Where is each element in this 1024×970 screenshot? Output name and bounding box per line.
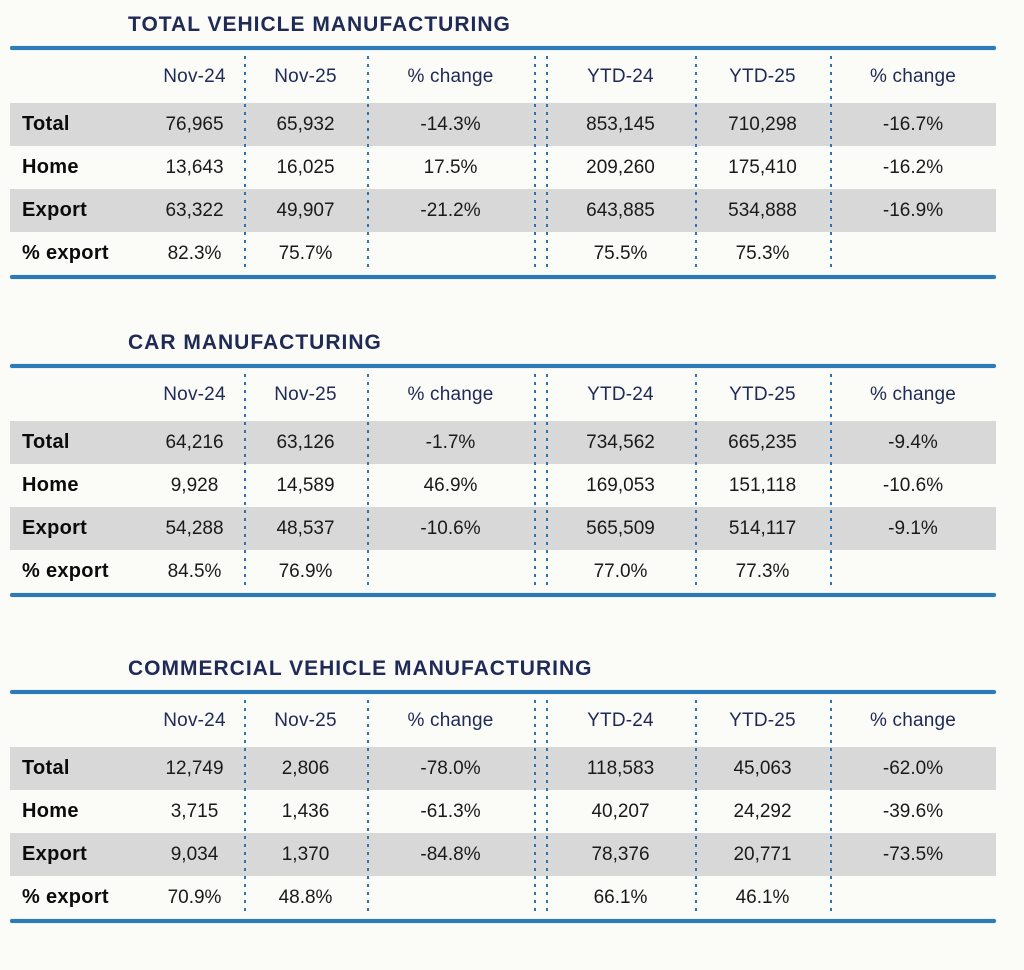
row-label: Export	[22, 199, 88, 221]
row-label: Home	[22, 800, 79, 822]
data-cell: 64,216	[165, 431, 224, 453]
column-header-ytd24: YTD-24	[587, 709, 654, 731]
data-cell: 48.8%	[278, 886, 333, 908]
row-label: % export	[22, 242, 109, 264]
column-header-ytd25: YTD-25	[729, 709, 796, 731]
column-divider	[367, 374, 369, 586]
data-cell: 24,292	[733, 800, 792, 822]
data-cell: 2,806	[281, 757, 330, 779]
column-divider	[830, 700, 832, 912]
column-divider	[546, 374, 548, 586]
table-row-home	[10, 464, 996, 507]
column-divider	[830, 374, 832, 586]
data-cell: 77.0%	[593, 560, 648, 582]
row-label: Export	[22, 517, 88, 539]
data-cell: 46.9%	[423, 474, 478, 496]
column-divider	[244, 700, 246, 912]
data-cell: 48,537	[276, 517, 335, 539]
column-header-ytd24: YTD-24	[587, 383, 654, 405]
column-divider	[830, 56, 832, 268]
column-header-nov25: Nov-25	[274, 709, 337, 731]
header-row	[10, 50, 996, 103]
data-cell: -78.0%	[420, 757, 481, 779]
data-cell: -21.2%	[420, 199, 481, 221]
data-cell: 209,260	[586, 156, 655, 178]
column-divider	[695, 56, 697, 268]
data-cell: 853,145	[586, 113, 655, 135]
column-header-pct-change-month: % change	[407, 383, 494, 405]
column-header-pct-change-ytd: % change	[869, 709, 957, 731]
column-header-nov25: Nov-25	[274, 65, 337, 87]
table-row-home	[10, 790, 996, 833]
row-label: Total	[22, 113, 70, 135]
row-label: Total	[22, 431, 70, 453]
column-divider	[546, 700, 548, 912]
data-cell: 534,888	[728, 199, 797, 221]
data-cell: 63,322	[165, 199, 224, 221]
data-cell: 118,583	[586, 757, 655, 779]
column-header-nov24: Nov-24	[163, 709, 226, 731]
data-cell: 14,589	[276, 474, 335, 496]
data-cell: 169,053	[586, 474, 655, 496]
data-cell: -16.9%	[882, 199, 944, 221]
data-cell: -10.6%	[420, 517, 481, 539]
column-header-pct-change-month: % change	[407, 709, 494, 731]
column-divider	[695, 700, 697, 912]
column-divider	[534, 56, 536, 268]
table-title: TOTAL VEHICLE MANUFACTURING	[128, 13, 511, 36]
table-row-export	[10, 189, 996, 232]
data-cell: 9,928	[170, 474, 219, 496]
data-cell: 75.7%	[278, 242, 333, 264]
data-cell: -39.6%	[882, 800, 944, 822]
data-cell: -16.2%	[882, 156, 944, 178]
column-divider	[367, 56, 369, 268]
table-grid	[10, 368, 996, 593]
table-row-total	[10, 421, 996, 464]
table-row-pct-export	[10, 876, 996, 919]
data-cell: -16.7%	[882, 113, 944, 135]
data-cell: 76.9%	[278, 560, 333, 582]
column-header-nov24: Nov-24	[163, 383, 226, 405]
column-header-pct-change-ytd: % change	[869, 65, 957, 87]
column-header-nov25: Nov-25	[274, 383, 337, 405]
table-row-export	[10, 507, 996, 550]
data-cell: -9.1%	[888, 517, 938, 539]
column-divider	[546, 56, 548, 268]
table-row-export	[10, 833, 996, 876]
data-cell: 565,509	[586, 517, 655, 539]
column-header-ytd24: YTD-24	[587, 65, 654, 87]
data-cell: 70.9%	[167, 886, 222, 908]
table-grid	[10, 50, 996, 275]
data-cell: 82.3%	[167, 242, 222, 264]
table-grid	[10, 694, 996, 919]
table-total-vehicle-manufacturing	[10, 12, 996, 279]
data-cell: 643,885	[586, 199, 655, 221]
data-cell: -10.6%	[882, 474, 944, 496]
data-cell: 45,063	[733, 757, 792, 779]
data-cell: 9,034	[170, 843, 219, 865]
data-cell: 46.1%	[735, 886, 790, 908]
data-cell: 66.1%	[593, 886, 648, 908]
row-label: Home	[22, 474, 79, 496]
data-cell: 13,643	[165, 156, 224, 178]
data-cell: 49,907	[276, 199, 335, 221]
bottom-rule	[10, 593, 996, 597]
column-divider	[534, 374, 536, 586]
data-cell: 63,126	[276, 431, 335, 453]
data-cell: -1.7%	[425, 431, 476, 453]
data-cell: 151,118	[728, 474, 797, 496]
row-label: Total	[22, 757, 70, 779]
column-divider	[534, 700, 536, 912]
column-header-ytd25: YTD-25	[729, 383, 796, 405]
data-cell: 84.5%	[167, 560, 222, 582]
header-row	[10, 694, 996, 747]
row-label: % export	[22, 886, 109, 908]
data-cell: 1,370	[281, 843, 330, 865]
column-divider	[244, 374, 246, 586]
data-cell: 40,207	[591, 800, 650, 822]
table-row-home	[10, 146, 996, 189]
table-car-manufacturing	[10, 330, 996, 597]
data-cell: 710,298	[728, 113, 797, 135]
column-header-nov24: Nov-24	[163, 65, 226, 87]
data-cell: 16,025	[276, 156, 335, 178]
data-cell: 665,235	[728, 431, 797, 453]
data-cell: 65,932	[276, 113, 335, 135]
column-header-pct-change-month: % change	[407, 65, 494, 87]
data-cell: 175,410	[728, 156, 797, 178]
table-row-pct-export	[10, 550, 996, 593]
data-cell: 76,965	[165, 113, 224, 135]
data-cell: 1,436	[281, 800, 330, 822]
data-cell: 514,117	[728, 517, 797, 539]
data-cell: -14.3%	[420, 113, 481, 135]
header-row	[10, 368, 996, 421]
data-cell: 20,771	[733, 843, 792, 865]
data-cell: -84.8%	[420, 843, 481, 865]
bottom-rule	[10, 919, 996, 923]
data-cell: 3,715	[170, 800, 219, 822]
data-cell: -9.4%	[888, 431, 938, 453]
data-cell: 54,288	[165, 517, 224, 539]
row-label: Export	[22, 843, 88, 865]
table-title: CAR MANUFACTURING	[128, 331, 382, 354]
data-cell: 12,749	[165, 757, 224, 779]
data-cell: 75.5%	[593, 242, 648, 264]
data-cell: -61.3%	[420, 800, 481, 822]
column-divider	[695, 374, 697, 586]
table-title: COMMERCIAL VEHICLE MANUFACTURING	[128, 657, 593, 680]
row-label: Home	[22, 156, 79, 178]
row-label: % export	[22, 560, 109, 582]
data-cell: -62.0%	[882, 757, 944, 779]
table-row-total	[10, 103, 996, 146]
data-cell: 75.3%	[735, 242, 790, 264]
data-cell: 734,562	[586, 431, 655, 453]
column-divider	[244, 56, 246, 268]
data-cell: -73.5%	[882, 843, 944, 865]
bottom-rule	[10, 275, 996, 279]
table-row-pct-export	[10, 232, 996, 275]
table-row-total	[10, 747, 996, 790]
column-divider	[367, 700, 369, 912]
data-cell: 78,376	[591, 843, 650, 865]
column-header-ytd25: YTD-25	[729, 65, 796, 87]
table-commercial-vehicle-manufacturing	[10, 656, 996, 923]
data-cell: 77.3%	[735, 560, 790, 582]
data-cell: 17.5%	[423, 156, 478, 178]
column-header-pct-change-ytd: % change	[869, 383, 957, 405]
